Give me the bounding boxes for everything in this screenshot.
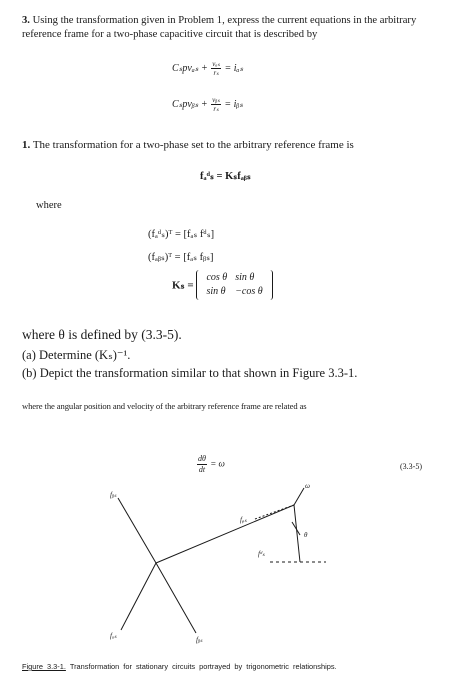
equation-number: (3.3-5) [400,462,422,471]
problem-3-text: Using the transformation given in Problem 1, express the current equations in the arbitrary reference frame for a two-phase capacitive circuit that is described by [22,15,417,40]
part-b: (b) Depict the transformation similar to that shown in Figure 3.3-1. [22,366,358,380]
equation-as-rhs: = iₐₛ [224,62,244,74]
where-label: where [36,200,62,211]
k-matrix-table [202,271,266,299]
label-omega: ω [305,482,310,490]
vector-definition-qds: (fₐᵈₛ)ᵀ = [fₐₛ fᵈₛ] [148,229,215,240]
figure-caption [22,662,442,672]
fbs-axis-lower [156,563,196,633]
angular-rhs: = ω [210,458,225,469]
equation-as-lhs: Cₛpvₐₛ + [172,62,208,74]
equation-bs-fraction [211,96,221,113]
fbs-axis-upper [118,498,156,563]
k-matrix-cell: cos θ [206,272,228,283]
equation-as-fraction [211,60,221,77]
k-matrix-cell: sin θ [206,286,226,297]
vector-definition-abs: (fₐᵦₛ)ᵀ = [fₐₛ fᵦₛ] [148,252,214,263]
k-matrix-row [202,271,266,285]
k-matrix-definition [172,270,273,300]
transformation-equation: fₐᵈₛ = Kₛfₐᵦₛ [200,171,251,182]
part-a: (a) Determine (Kₛ)⁻¹. [22,348,131,362]
label-fqs: fᵩₛ [240,516,247,524]
figure-caption-prefix: Figure 3.3-1. [22,662,66,671]
equation-bs [172,96,243,113]
equation-bs-rhs: = iᵦₛ [224,98,243,110]
transformation-figure [0,470,450,655]
label-fas-bottom: fₐₛ [110,632,117,640]
k-matrix-cell: sin θ [235,272,255,283]
equation-bs-numerator: vᵦₛ [212,96,220,104]
angular-numerator: dθ [198,454,206,463]
equation-bs-lhs: Cₛpvᵦₛ + [172,98,208,110]
problem-1-number: 1. [22,139,31,151]
fas-axis-lower [121,563,156,630]
equation-bs-denominator: rₛ [213,105,219,113]
theta-definition: where θ is defined by (3.3-5). [22,327,182,342]
k-matrix-cell: −cos θ [235,286,263,297]
angular-denominator: dt [198,465,206,474]
k-matrix-label: Kₛ = [172,279,194,292]
k-matrix [196,270,272,300]
k-matrix-row [202,285,266,299]
label-fbs-bottom: fᵦₛ [196,636,203,644]
problem-1-statement [22,139,354,151]
omega-arrow [294,488,304,505]
problem-3-number: 3. [22,15,30,26]
label-fbs-top: fᵦₛ [110,491,117,499]
problem-1-text: The transformation for a two-phase set to the arbitrary reference frame is [32,139,354,151]
equation-as-denominator: rₛ [213,69,219,77]
problem-3-statement [22,14,432,42]
fqs-axis [156,505,294,563]
figure-caption-text: Transformation for stationary circuits portrayed by trigonometric relationships. [69,662,337,671]
equation-as-numerator: vₐₛ [212,60,221,68]
equation-as [172,60,243,77]
angular-relation-text: where the angular position and velocity of the arbitrary reference frame are related as [22,401,307,411]
label-theta: θ [304,531,308,539]
label-fds: fᵈₛ [258,550,265,558]
